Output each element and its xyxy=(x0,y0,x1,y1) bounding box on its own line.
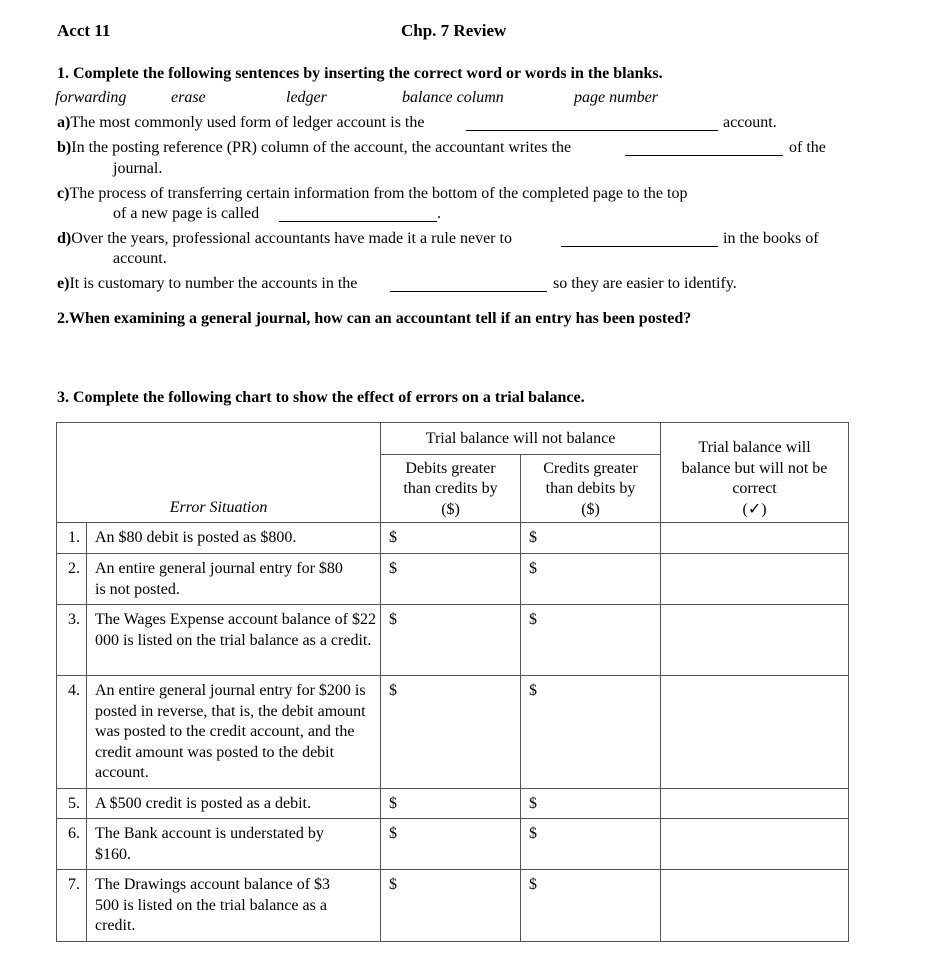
table-row xyxy=(57,554,849,605)
page-title: Chp. 7 Review xyxy=(401,21,507,40)
table-row xyxy=(57,819,849,870)
debits-cell[interactable]: $ xyxy=(381,523,521,554)
q1d-cont: account. xyxy=(113,250,167,267)
error-description: An $80 debit is posted as $800. xyxy=(87,523,381,554)
credits-column-label: Credits greater than debits by ($) xyxy=(543,459,638,518)
credits-cell[interactable]: $ xyxy=(521,676,661,789)
q1d-text: Over the years, professional accountants have made it a rule never to xyxy=(71,230,512,247)
q1d-blank[interactable] xyxy=(561,232,718,247)
debits-column-header xyxy=(381,455,521,523)
word-bank-ledger: ledger xyxy=(286,89,327,106)
table-row xyxy=(57,605,849,676)
word-bank-balance-column: balance column xyxy=(402,89,504,106)
error-description: An entire general journal entry for $200 is posted in reverse, that is, the debit amount was posted to the credit account, and the credit amount was posted to the debit account. xyxy=(87,676,381,789)
row-number: 3. xyxy=(57,605,87,676)
q1b-blank[interactable] xyxy=(625,141,783,156)
error-description: The Bank account is understated by $160. xyxy=(87,819,381,870)
table-row xyxy=(57,676,849,789)
q1b-after: of the xyxy=(789,139,826,156)
row-number: 7. xyxy=(57,870,87,942)
correct-check-cell[interactable] xyxy=(661,819,849,870)
q1c-sentence xyxy=(57,185,687,203)
debits-cell[interactable]: $ xyxy=(381,554,521,605)
table-row xyxy=(57,523,849,554)
q3-prompt: 3. Complete the following chart to show the effect of errors on a trial balance. xyxy=(57,389,585,406)
q1d-after: in the books of xyxy=(723,230,819,247)
correct-check-cell[interactable] xyxy=(661,605,849,676)
row-number: 6. xyxy=(57,819,87,870)
q1c-line2: of a new page is called xyxy=(113,205,260,222)
q1a-label: a) xyxy=(57,114,71,131)
correct-check-cell[interactable] xyxy=(661,554,849,605)
q1e-text: It is customary to number the accounts in the xyxy=(69,275,358,292)
credits-cell[interactable]: $ xyxy=(521,554,661,605)
error-description: An entire general journal entry for $80 is not posted. xyxy=(87,554,381,605)
q1b-sentence xyxy=(57,139,571,157)
q1d-label: d) xyxy=(57,230,72,247)
debits-cell[interactable]: $ xyxy=(381,605,521,676)
debits-cell[interactable]: $ xyxy=(381,788,521,819)
correct-column-label: Trial balance will balance but will not be correct xyxy=(681,439,828,497)
q1e-blank[interactable] xyxy=(390,277,547,292)
word-bank-erase: erase xyxy=(171,89,206,106)
q1c-label: c) xyxy=(57,185,70,202)
correct-check-cell[interactable] xyxy=(661,676,849,789)
word-bank-forwarding: forwarding xyxy=(55,89,127,106)
credits-column-header xyxy=(521,455,661,523)
q1a-blank[interactable] xyxy=(466,116,718,131)
table-row xyxy=(57,788,849,819)
debits-cell[interactable]: $ xyxy=(381,870,521,942)
q2-prompt: 2.When examining a general journal, how can an accountant tell if an entry has been posted? xyxy=(57,310,692,327)
credits-cell[interactable]: $ xyxy=(521,788,661,819)
q1b-cont: journal. xyxy=(113,160,163,177)
table-row xyxy=(57,870,849,942)
q1-prompt: 1. Complete the following sentences by inserting the correct word or words in the blanks. xyxy=(57,65,663,82)
error-description: A $500 credit is posted as a debit. xyxy=(87,788,381,819)
debits-cell[interactable]: $ xyxy=(381,676,521,789)
check-mark-label: (✓) xyxy=(742,500,767,518)
q1e-after: so they are easier to identify. xyxy=(553,275,737,292)
row-number: 2. xyxy=(57,554,87,605)
error-description: The Wages Expense account balance of $22 000 is listed on the trial balance as a credit. xyxy=(87,605,381,676)
correct-check-cell[interactable] xyxy=(661,788,849,819)
error-description: The Drawings account balance of $3 500 is listed on the trial balance as a credit. xyxy=(87,870,381,942)
q1c-blank[interactable] xyxy=(279,207,437,222)
credits-cell[interactable]: $ xyxy=(521,870,661,942)
row-number: 1. xyxy=(57,523,87,554)
debits-column-label: Debits greater than credits by ($) xyxy=(403,459,498,518)
q1c-after: . xyxy=(437,205,441,222)
q1b-label: b) xyxy=(57,139,72,156)
q1a-text: The most commonly used form of ledger account is the xyxy=(70,114,425,131)
error-effect-table xyxy=(56,422,849,942)
row-number: 4. xyxy=(57,676,87,789)
debits-cell[interactable]: $ xyxy=(381,819,521,870)
q1b-text: In the posting reference (PR) column of the account, the accountant writes the xyxy=(71,139,572,156)
correct-column-header xyxy=(661,423,849,523)
correct-check-cell[interactable] xyxy=(661,870,849,942)
q1d-sentence xyxy=(57,230,512,248)
credits-cell[interactable]: $ xyxy=(521,605,661,676)
course-code: Acct 11 xyxy=(57,21,111,40)
credits-cell[interactable]: $ xyxy=(521,523,661,554)
word-bank-page-number: page number xyxy=(574,89,658,106)
correct-check-cell[interactable] xyxy=(661,523,849,554)
error-situation-header xyxy=(57,423,381,523)
q1a-after: account. xyxy=(723,114,777,131)
q1c-text: The process of transferring certain information from the bottom of the completed page to the top xyxy=(69,185,688,202)
q1e-sentence xyxy=(57,275,357,293)
q1a-sentence xyxy=(57,114,424,132)
credits-cell[interactable]: $ xyxy=(521,819,661,870)
error-situation-label: Error Situation xyxy=(169,498,268,516)
row-number: 5. xyxy=(57,788,87,819)
q1e-label: e) xyxy=(57,275,70,292)
not-balance-group-header: Trial balance will not balance xyxy=(381,423,661,455)
